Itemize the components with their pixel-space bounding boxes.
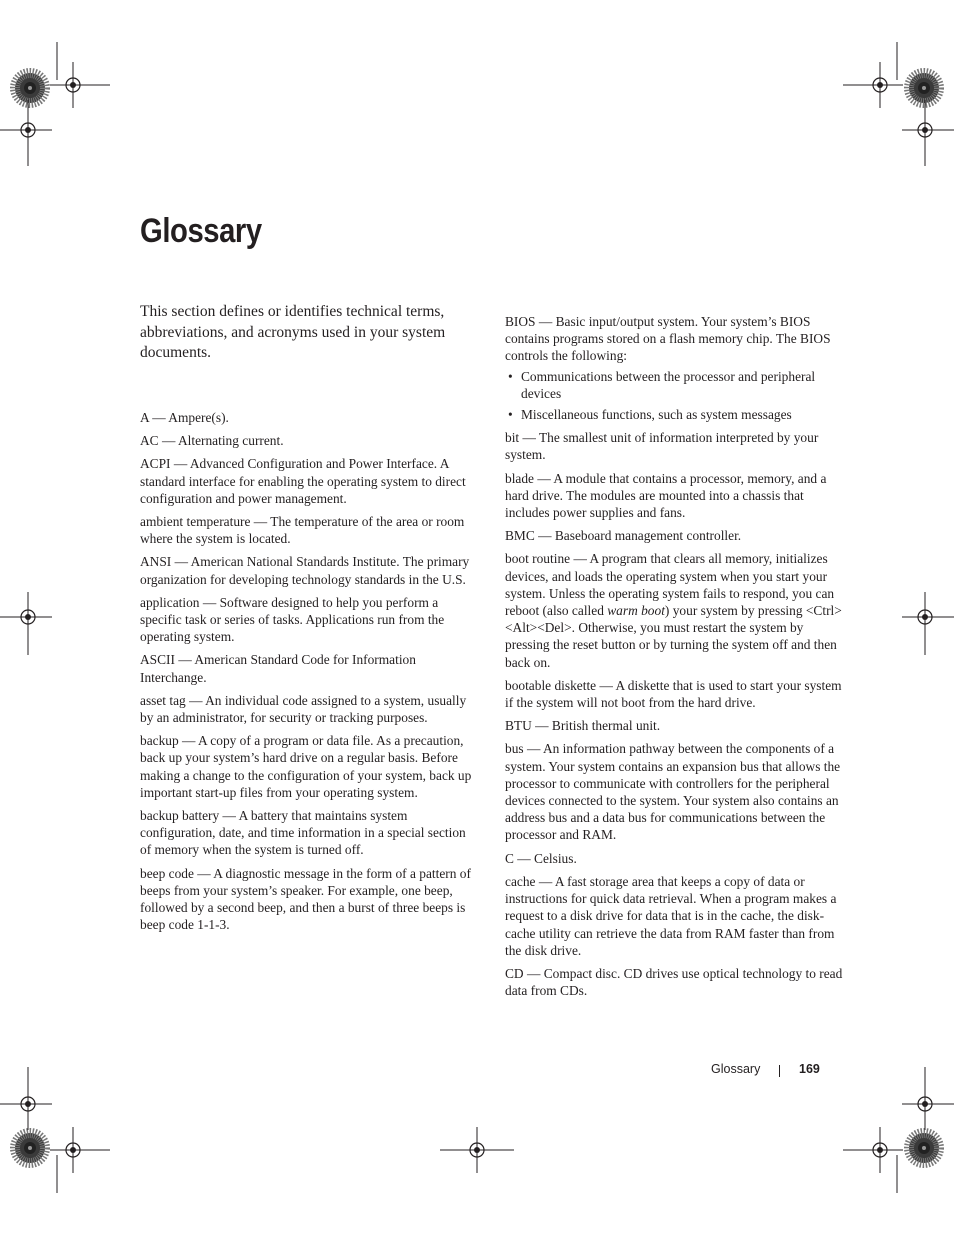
glossary-definition: American National Standards Institute. The primary organization for developing technology standards in the U.S. [140,554,470,587]
glossary-definition: Basic input/output system. Your system’s BIOS contains programs stored on a flash memory chip. The BIOS controls the following: [505,314,831,364]
glossary-term: asset tag [140,692,186,708]
glossary-definition: Celsius. [534,850,577,866]
glossary-term: ACPI [140,456,171,472]
glossary-term: bus [505,741,524,757]
bullet-icon: • [508,368,513,384]
glossary-entry: ANSI — American National Standards Institute. The primary organization for developing technology standards in the U.S. [140,554,470,587]
glossary-definition: A battery that maintains system configuration, date, and time information in a special section of memory when the system is turned off. [140,808,466,858]
glossary-term: blade [505,470,534,486]
glossary-definition: A copy of a program or data file. As a precaution, back up your system’s hard drive on a regular basis. Before making a change to the configuration of your system, back up important start-up files from your operating system. [140,733,472,800]
glossary-definition: An information pathway between the components of a system. Your system contains an expansion bus that allows the processor to communicate with controllers for the peripheral devices connected to the system. Your system also contains an address bus and a data bus for communications between the processor and RAM. [505,741,841,843]
glossary-term: ANSI [140,554,172,570]
list-item: • Communications between the processor and peripheral devices [508,368,816,401]
registration-starburst-icon [15,73,45,103]
glossary-definition: A module that contains a processor, memory, and a hard drive. The modules are mounted into a chassis that includes power supplies and fans. [505,470,827,521]
glossary-entry: AC — Alternating current. [140,433,284,449]
glossary-definition: A program that clears all memory, initializes devices, and loads the operating system when you start your system. Unless the operating system fails to respond, you can reboot (also called [505,551,835,619]
glossary-entry: backup battery — A battery that maintains system configuration, date, and time information in a special section of memory when the system is turned off. [140,808,466,858]
glossary-entry: application — Software designed to help you perform a specific task or series of tasks. Applications run from the operating system. [140,594,445,645]
glossary-entry: beep code — A diagnostic message in the form of a pattern of beeps from your system’s speaker. For example, one beep, followed by a second beep, and then a burst of three beeps is beep code 1-1-3. [140,865,471,933]
glossary-term: bootable diskette [505,677,597,693]
glossary-entry: backup — A copy of a program or data file. As a precaution, back up your system’s hard drive on a regular basis. Before making a change to the configuration of your system, back up important start-up files from your operating system. [140,733,472,800]
glossary-term: BMC [505,528,535,544]
glossary-term: ASCII [140,652,175,668]
glossary-definition: A fast storage area that keeps a copy of data or instructions for quick data retrieval. When a program makes a request to a disk drive for data that is in the cache, the disk-cache utility can retrieve the data from RAM faster than from the disk drive. [505,873,837,958]
intro-paragraph: This section defines or identifies technical terms, abbreviations, and acronyms used in your system documents. [140,303,446,361]
bios-bullet-list [505,368,845,424]
registration-starburst-icon [15,1133,45,1163]
glossary-definition: Software designed to help you perform a specific task or series of tasks. Applications run from the operating system. [140,594,445,645]
glossary-term: bit [505,430,520,446]
glossary-definition: Alternating current. [177,433,284,449]
glossary-definition: American Standard Code for Information Interchange. [140,652,416,685]
glossary-entry: BMC — Baseboard management controller. [505,528,742,544]
glossary-term: backup [140,733,179,749]
glossary-entry: A — Ampere(s). [140,410,229,425]
glossary-definition: Ampere(s). [168,410,229,425]
glossary-entry: blade — A module that contains a processor, memory, and a hard drive. The modules are mounted into a chassis that includes power supplies and fans. [505,470,827,521]
glossary-entry: bus — An information pathway between the components of a system. Your system contains an expansion bus that allows the processor to communicate with controllers for the peripheral devices connected to the system. Your system also contains an address bus and a data bus for communications between the processor and RAM. [505,741,841,843]
glossary-entry: boot routine — A program that clears all memory, initializes devices, and loads the operating system when you start your system. Unless the operating system fails to respond, you can reboot (also called warm boot) your system by pressing <Ctrl><Alt><Del>. Otherwise, you must restart the system by pressing the reset button or by turning the system off and then back on. [505,551,842,670]
glossary-definition: British thermal unit. [551,718,661,734]
glossary-term: cache [505,873,536,889]
glossary-definition: An individual code assigned to a system, usually by an administrator, for security or tracking purposes. [140,692,467,726]
footer-section-label: Glossary [711,1062,761,1076]
glossary-term: A [140,410,149,425]
registration-starburst-icon [909,73,939,103]
glossary-definition-emphasis: warm boot [607,603,665,619]
bullet-icon: • [508,407,513,423]
footer-divider [779,1065,780,1077]
glossary-definition: Compact disc. CD drives use optical technology to read data from CDs. [505,965,843,999]
page-title: Glossary [140,212,262,250]
glossary-entry: cache — A fast storage area that keeps a copy of data or instructions for quick data retrieval. When a program makes a request to a disk drive for data that is in the cache, the disk-cache utility can retrieve the data from RAM faster than from the disk drive. [505,873,837,958]
glossary-term: application [140,594,200,610]
glossary-entry: CD — Compact disc. CD drives use optical technology to read data from CDs. [505,965,843,999]
glossary-definition: The temperature of the area or room where the system is located. [140,514,465,547]
glossary-entry: ASCII — American Standard Code for Information Interchange. [140,652,416,685]
glossary-entry: asset tag — An individual code assigned to a system, usually by an administrator, for security or tracking purposes. [140,692,467,726]
glossary-left-column [140,409,480,939]
glossary-term: BTU [505,718,532,734]
glossary-definition: A diagnostic message in the form of a pattern of beeps from your system’s speaker. For example, one beep, followed by a second beep, and then a burst of three beeps is beep code 1-1-3. [140,865,471,933]
glossary-definition: The smallest unit of information interpreted by your system. [505,430,819,463]
glossary-entry: bit — The smallest unit of information interpreted by your system. [505,430,819,463]
glossary-entry: ambient temperature — The temperature of the area or room where the system is located. [140,514,465,547]
registration-starburst-icon [909,1133,939,1163]
glossary-definition: Advanced Configuration and Power Interface. A standard interface for enabling the operating system to direct configuration and power management. [140,456,466,506]
glossary-term: beep code [140,865,194,881]
glossary-entry: bootable diskette — A diskette that is used to start your system if the system will not boot from the hard drive. [505,677,842,711]
glossary-term: boot routine [505,551,571,567]
list-item: • Miscellaneous functions, such as system messages [508,407,792,423]
glossary-term: CD [505,965,524,981]
glossary-term: AC [140,433,159,449]
glossary-term: backup battery [140,808,220,824]
page-number: 169 [799,1062,820,1076]
glossary-entry: C — Celsius. [505,850,577,866]
glossary-right-column [505,313,845,1005]
glossary-term: C [505,850,514,866]
glossary-entry: BIOS — Basic input/output system. Your system’s BIOS contains programs stored on a flash memory chip. The BIOS controls the following: [505,314,831,364]
glossary-definition: Baseboard management controller. [554,528,742,544]
glossary-definition: ) your system by pressing <Ctrl><Alt><Del>. Otherwise, you must restart the system by pressing the reset button or by turning the system off and then back on. [505,603,842,670]
glossary-definition: A diskette that is used to start your system if the system will not boot from the hard drive. [505,677,842,711]
glossary-term: BIOS [505,314,536,329]
glossary-term: ambient temperature [140,514,251,530]
glossary-entry: BTU — British thermal unit. [505,718,661,734]
page-footer [700,1062,825,1080]
glossary-entry: ACPI — Advanced Configuration and Power Interface. A standard interface for enabling the operating system to direct configuration and power management. [140,456,466,506]
